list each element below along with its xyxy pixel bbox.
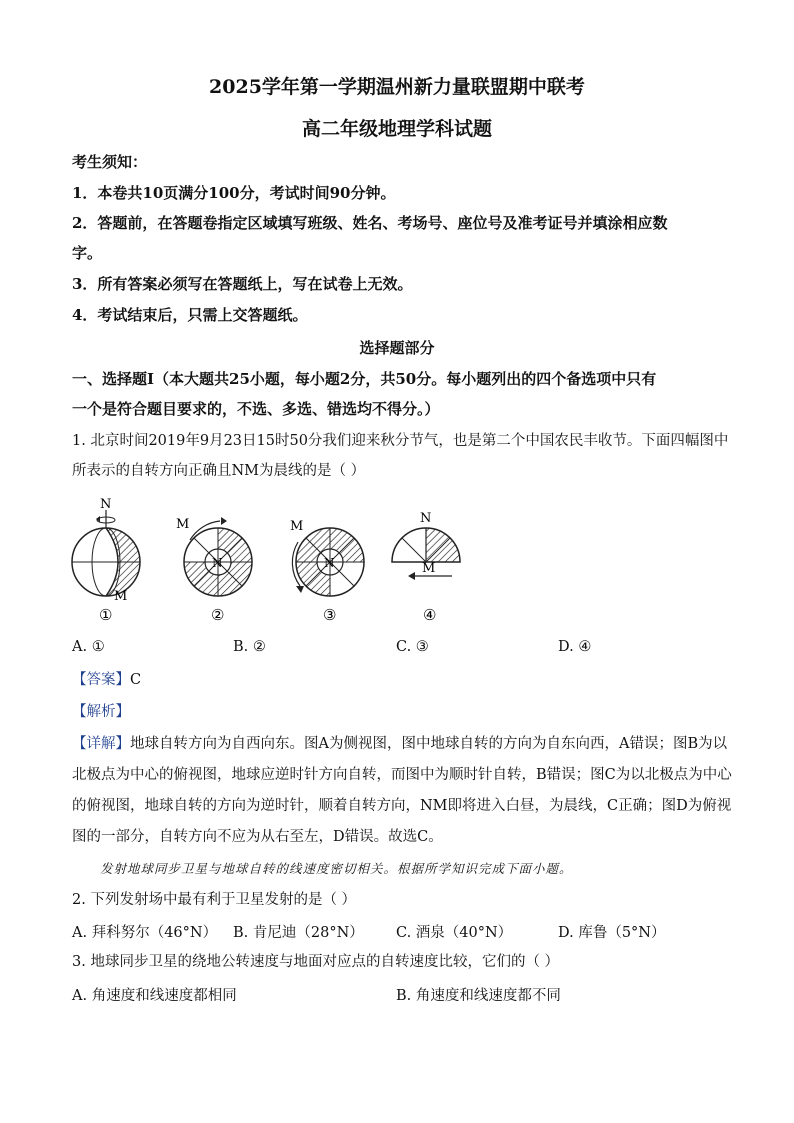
q1-option-d: D. ④ [558, 639, 592, 655]
q2-stem: 2. 下列发射场中最有利于卫星发射的是（ ） [72, 892, 357, 908]
q1-answer-line [72, 670, 141, 690]
q1-detail-line-2: 北极点为中心的俯视图，地球应逆时针方向自转，而图中为顺时针自转，B错误；图C为以北极点为中心 [72, 767, 732, 783]
notice-heading: 考生须知： [72, 153, 148, 171]
notice-item-3: 3．所有答案必须写在答题纸上，写在试卷上无效。 [72, 275, 413, 293]
detail-text-1: 地球自转方向为自西向东。图A为侧视图，图中地球自转的方向为自东向西，A错误；图B为以 [130, 736, 728, 752]
figure-1-n-letter: N [100, 497, 112, 512]
figure-1-m-letter: M [114, 589, 128, 604]
q1-detail-line-3: 的俯视图，地球自转的方向为逆时针，顺着自转方向，NM即将进入白昼，为晨线，C正确；图D为俯视 [72, 798, 732, 814]
answer-value: C [130, 672, 142, 688]
q1-analysis-line [72, 702, 130, 722]
q1-option-a: A. ① [72, 639, 105, 655]
figure-3-n-letter: N [324, 556, 335, 570]
figure-label-2: ② [211, 606, 225, 624]
notice-item-1: 1．本卷共10页满分100分，考试时间90分钟。 [72, 184, 396, 202]
section-title: 选择题部分 [359, 339, 435, 357]
q1-option-c: C. ③ [396, 639, 429, 655]
q1-option-b: B. ② [233, 639, 266, 655]
q1-stem: 1. 北京时间2019年9月23日15时50分我们迎来秋分节气，也是第二个中国农民丰收节。下面四幅图中 [72, 433, 729, 449]
notice-item-4: 4．考试结束后，只需上交答题纸。 [72, 306, 308, 324]
group-intro: 发射地球同步卫星与地球自转的线速度密切相关。根据所学知识完成下面小题。 [100, 861, 573, 876]
section-instruction: 一、选择题Ⅰ（本大题共25小题，每小题2分，共50分。每小题列出的四个备选项中只有 [72, 370, 657, 388]
q3-option-b: B. 角速度和线速度都不同 [396, 988, 561, 1004]
notice-item-2: 2．答题前，在答题卷指定区域填写班级、姓名、考场号、座位号及准考证号并填涂相应数 [72, 214, 668, 232]
q1-detail-line-1 [72, 734, 727, 754]
q2-option-d: D. 库鲁（5°N） [558, 925, 666, 941]
q2-option-c: C. 酒泉（40°N） [396, 925, 513, 941]
figure-1-side-view [72, 510, 140, 596]
section-instruction-cont: 一个是符合题目要求的，不选、多选、错选均不得分。） [72, 400, 440, 418]
figure-4-n-letter: N [420, 511, 432, 526]
q2-option-a: A. 拜科努尔（46°N） [72, 925, 218, 941]
q1-detail-line-4: 图的一部分，自转方向不应为从右至左，D错误。故选C。 [72, 829, 443, 845]
exam-title: 2025学年第一学期温州新力量联盟期中联考 [209, 76, 585, 98]
q2-option-b: B. 肯尼迪（28°N） [233, 925, 364, 941]
q3-option-a: A. 角速度和线速度都相同 [72, 988, 237, 1004]
figure-2-n-letter: N [212, 556, 223, 570]
q1-stem-cont: 所表示的自转方向正确且NM为晨线的是（ ） [72, 463, 366, 479]
figure-label-3: ③ [323, 606, 337, 624]
figure-3-m-letter: M [290, 519, 304, 534]
q3-stem: 3. 地球同步卫星的绕地公转速度与地面对应点的自转速度比较，它们的（ ） [72, 954, 560, 970]
q1-figures [60, 494, 480, 634]
figure-4-m-letter: M [422, 561, 436, 576]
figure-2-m-letter: M [176, 517, 190, 532]
analysis-tag: 【解析】 [72, 704, 130, 720]
exam-subtitle: 高二年级地理学科试题 [301, 118, 492, 140]
notice-item-2-cont: 字。 [72, 244, 103, 262]
answer-tag: 【答案】 [72, 672, 130, 688]
figure-label-4: ④ [423, 606, 437, 624]
figure-label-1: ① [99, 606, 113, 624]
detail-tag: 【详解】 [72, 736, 130, 752]
